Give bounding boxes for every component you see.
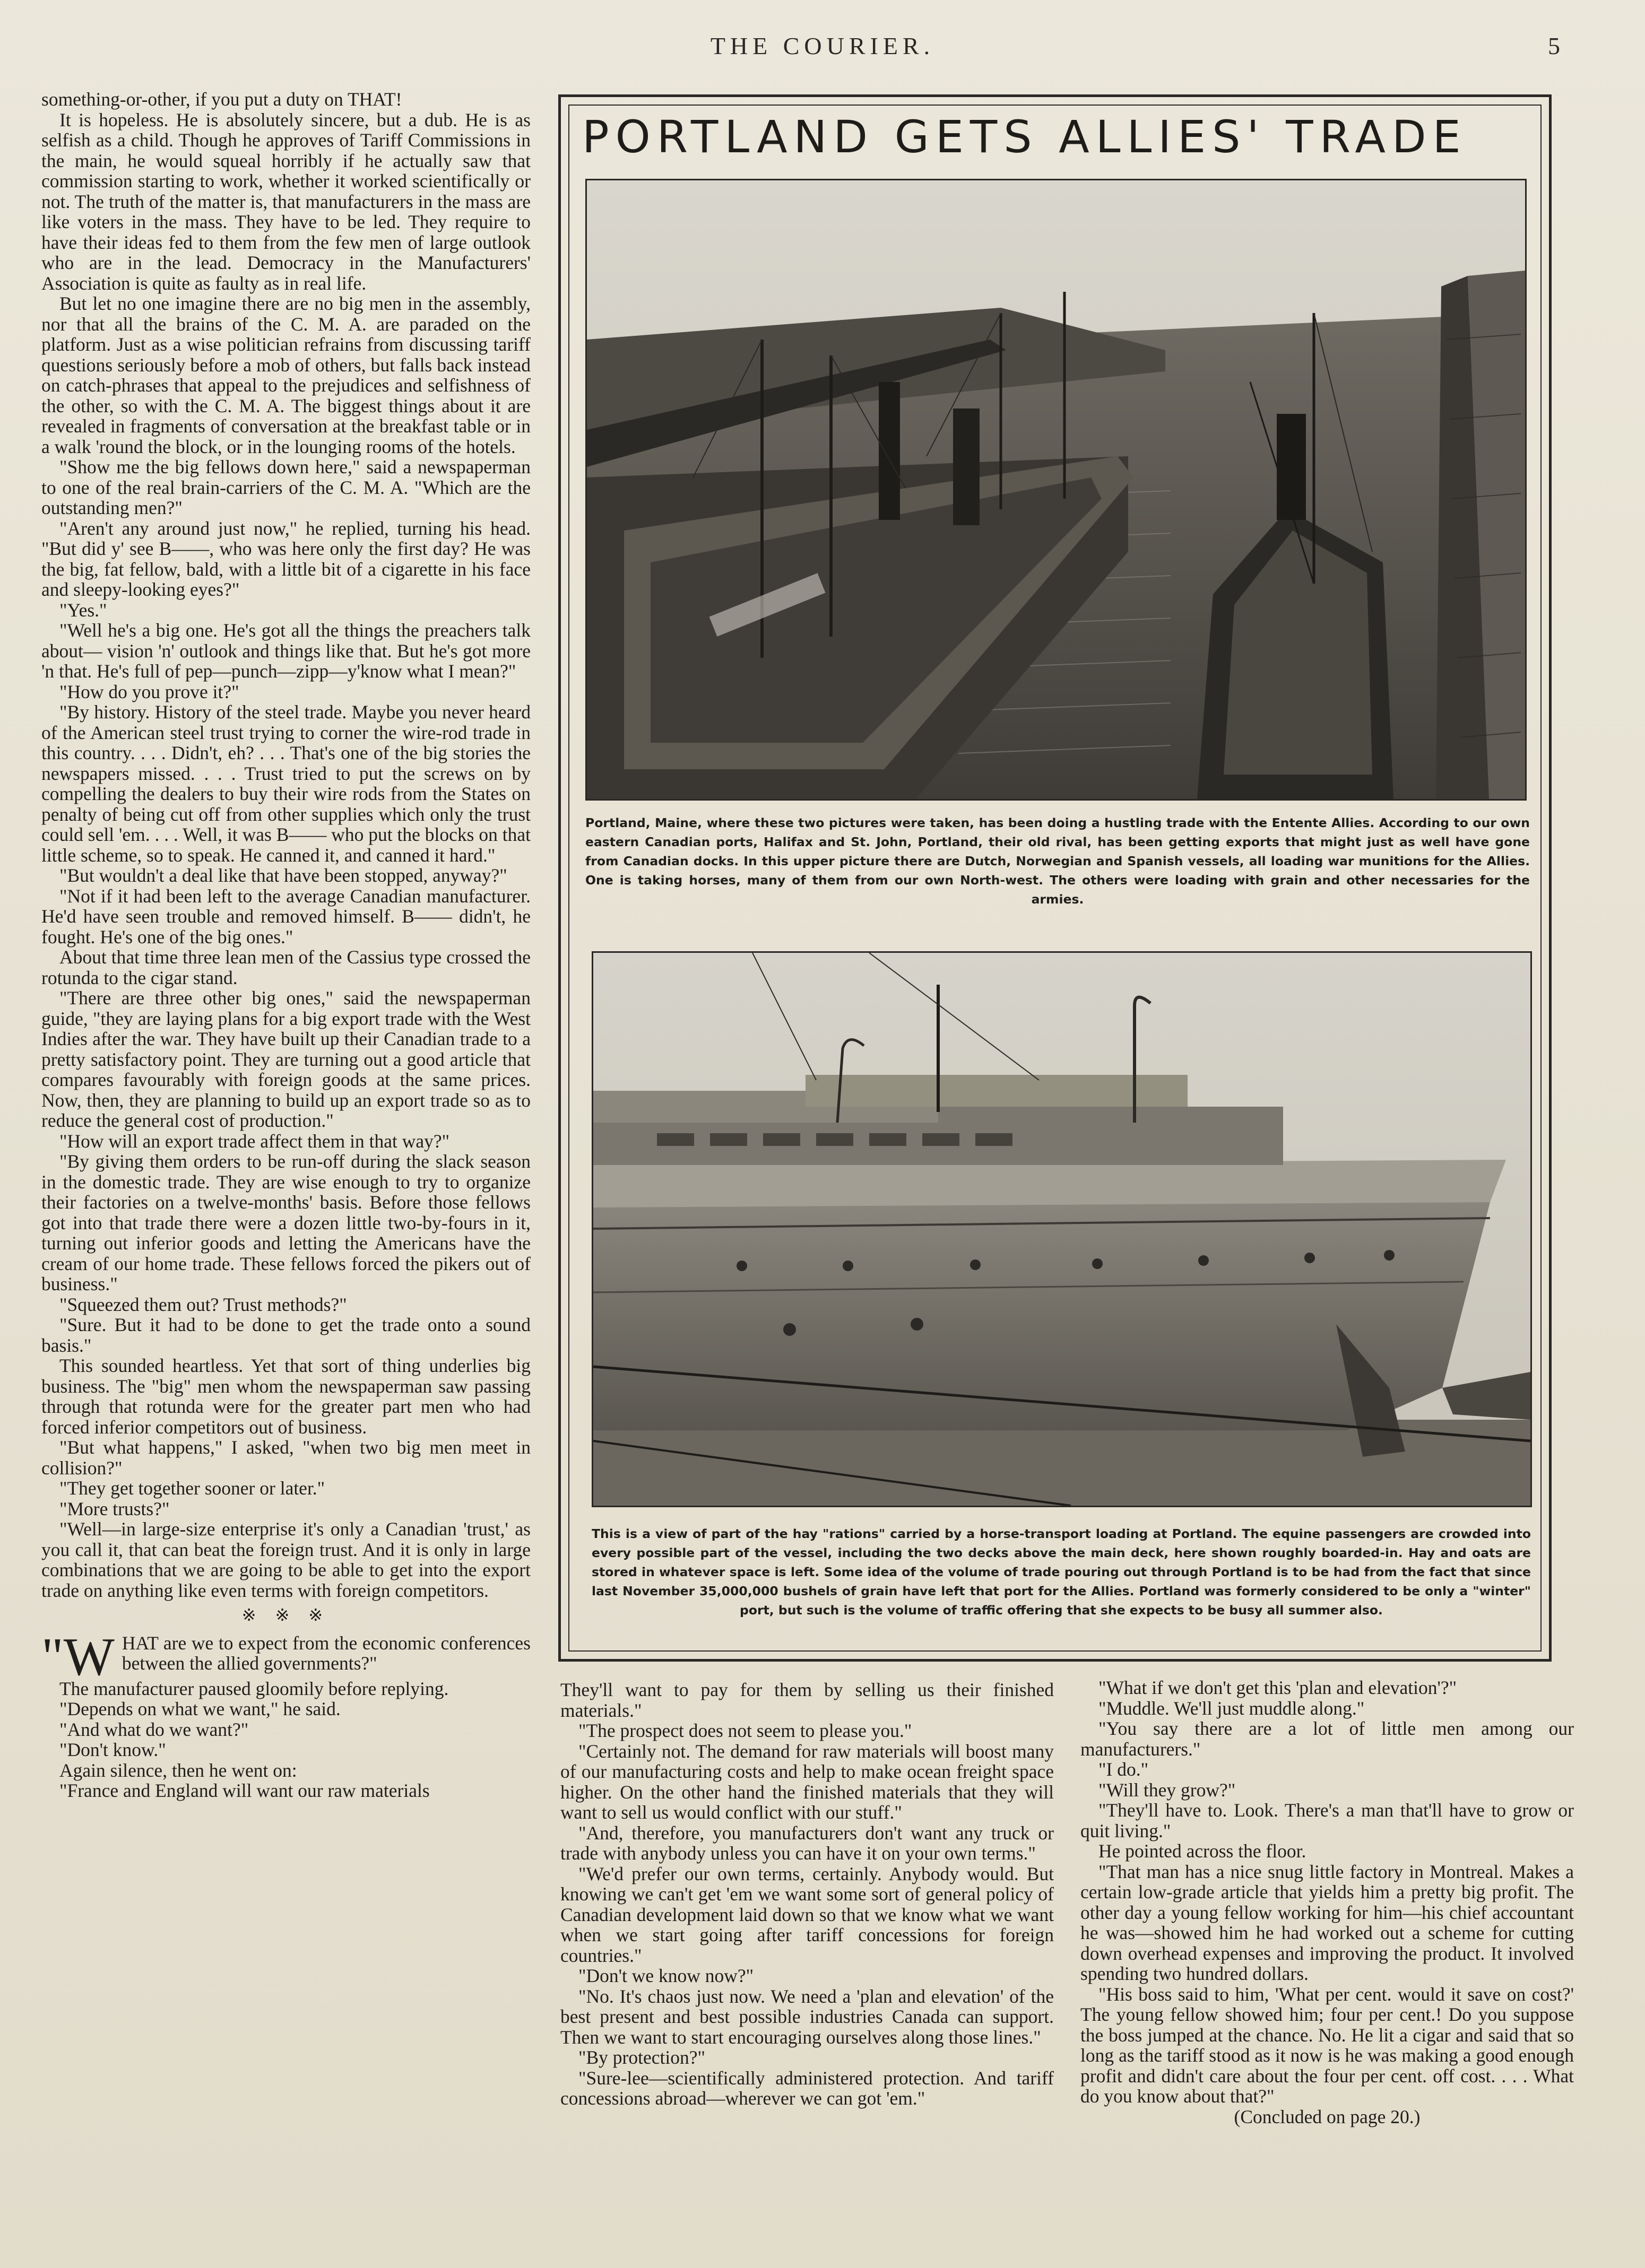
paragraph: "France and England will want our raw materials	[59, 1780, 430, 1801]
continued-notice: (Concluded on page 20.)	[1234, 2106, 1421, 2127]
paragraph: "And, therefore, you manufacturers don't want any truck or trade with anybody unless you can have it on your own terms."	[560, 1822, 1054, 1864]
paragraph: "Show me the big fellows down here," said a newspaperman to one of the real brain-carriers of the C. M. A. "Which are the outstanding men?"	[41, 456, 531, 518]
paragraph: "More trusts?"	[59, 1498, 170, 1519]
paragraph: "By history. History of the steel trade. Maybe you never heard of the American steel trust trying to corner the wire-rod trade in this country. . . . Didn't, eh? . . . That's one of the big stories the newspapers missed. . . . Trust tried to put the screws on by compelling the dealers to buy their wire rods from the States on penalty of being cut off from other supplies which only the trust could sell 'em. . . . Well, it was B—— who put the blocks on that little scheme, so to speak. He canned it, and canned it hard."	[41, 701, 531, 866]
section-break: ※ ※ ※	[241, 1605, 331, 1624]
paragraph: "How do you prove it?"	[59, 681, 239, 702]
paragraph: "His boss said to him, 'What per cent. would it save on cost?' The young fellow showed him; four per cent.! Do you suppose the boss jumped at the chance. No. He lit a cigar and said that so long as the tariff stood as it now is he was making a good enough profit and didn't care about the four per cent. off cost. . . . What do you know about that?"	[1080, 1983, 1574, 2107]
paragraph: About that time three lean men of the Cassius type crossed the rotunda to the cigar stand.	[41, 946, 531, 988]
paragraph: "Depends on what we want," he said.	[59, 1698, 341, 1719]
publication-header: THE COURIER.	[710, 32, 935, 59]
paragraph: "They'll have to. Look. There's a man that'll have to grow or quit living."	[1080, 1800, 1574, 1841]
right-column	[1080, 1678, 1574, 2127]
paragraph: "That man has a nice snug little factory in Montreal. Makes a certain low-grade article that yields him a pretty big profit. The other day a young fellow working for him—his chief accountant he was—showed him he had worked out a scheme for cutting down overhead expenses and improving the product. It involved spending two hundred dollars.	[1080, 1861, 1574, 1984]
dropcap-text: HAT are we to expect from the economic conferences between the allied governments?"	[122, 1632, 531, 1674]
paragraph: "Not if it had been left to the average Canadian manufacturer. He'd have seen trouble and removed himself. B—— didn't, he fought. He's one of the big ones."	[41, 885, 531, 948]
paragraph: "But wouldn't a deal like that have been stopped, anyway?"	[59, 865, 507, 886]
paragraph: "Will they grow?"	[1098, 1779, 1236, 1801]
paragraph: "There are three other big ones," said the newspaperman guide, "they are laying plans for a big export trade with the West Indies after the war. They have built up their Canadian trade to a pretty satisfactory point. They are turning out a good article that compares favourably with foreign goods at the same prices. Now, then, they are planning to build up an export trade so as to reduce the general cost of production."	[41, 987, 531, 1131]
paragraph: "Sure. But it had to be done to get the trade onto a sound basis."	[41, 1314, 531, 1356]
paragraph: But let no one imagine there are no big men in the assembly, nor that all the brains of the C. M. A. are paraded on the platform. Just as a wise politician refrains from discussing tariff questions seriously before a mob of others, but falls back instead on catch-phrases that appeal to the prejudices and selfishness of the other, so with the C. M. A. The biggest things about it are revealed in fragments of conversation at the breakfast table or in a walk 'round the block, or in the lounging rooms of the hotels.	[41, 293, 531, 457]
paragraph: He pointed across the floor.	[1098, 1840, 1306, 1862]
paragraph: "By protection?"	[578, 2047, 705, 2068]
paragraph: "No. It's chaos just now. We need a 'plan and elevation' of the best present and best possible industries Canada can support. Then we want to start encouraging ourselves along those lines."	[560, 1985, 1054, 2048]
dropcap-letter: "W	[41, 1627, 115, 1687]
paragraph: "We'd prefer our own terms, certainly. Anybody would. But knowing we can't get 'em we want some sort of general policy of Canadian development laid down so that we know what we want when we start going after tariff concessions for foreign countries."	[560, 1863, 1054, 1966]
dropcap-paragraph	[41, 1627, 531, 1687]
photo-bottom-caption: This is a view of part of the hay "rations" carried by a horse-transport loading at Portland. The equine passengers are crowded into every possible part of the vessel, including the two decks above the main deck, here shown roughly boarded-in. Hay and oats are stored in whatever space is left. Some idea of the volume of trade pouring out through Portland is to be had from the fact that since last November 35,000,000 bushels of grain have left that port for the Allies. Portland was formerly considered to be only a "winter" port, but such is the volume of traffic offering that she expects to be busy all summer also.	[592, 1526, 1531, 1618]
paragraph: "Squeezed them out? Trust methods?"	[59, 1293, 347, 1315]
paragraph: "Don't we know now?"	[578, 1965, 754, 1986]
photo-ships-at-docks	[585, 179, 1527, 801]
paragraph: "Well—in large-size enterprise it's only a Canadian 'trust,' as you call it, that can beat the foreign trust. And it is only in large combinations that we are going to be able to get into the export trade on anything like even terms with foreign competitors.	[41, 1518, 531, 1601]
paragraph: "By giving them orders to be run-off during the slack season in the domestic trade. They are wise enough to try to organize their factories on a twelve-months' basis. Before those fellows got into that trade there were a dozen little two-by-fours in it, turning out inferior goods and letting the Americans have the cream of our home trade. These fellows forced the pikers out of business."	[41, 1151, 531, 1294]
ships-docks-illustration	[587, 180, 1525, 799]
paragraph: It is hopeless. He is absolutely sincere, but a dub. He is as selfish as a child. Though he approves of Tariff Commissions in the main, he would squeal horribly if he actually saw that commission starting to work, whether it worked scientifically or not. The truth of the matter is, that manufacturers in the mass are like voters in the mass. They have to be led. They require to have their ideas fed to them from the few men of large outlook who are in the lead. Democracy in the Manufacturers' Association is quite as faulty as in real life.	[41, 109, 531, 294]
paragraph: "Well he's a big one. He's got all the things the preachers talk about— vision 'n' outlook and things like that. But he's got more 'n that. He's full of pep—punch—zipp—y'know what I mean?"	[41, 620, 531, 682]
paragraph: "I do."	[1098, 1759, 1149, 1780]
paragraph: This sounded heartless. Yet that sort of thing underlies big business. The "big" men whom the newspaperman saw passing through that rotunda were for the greater part men who had forced inferior competitors out of business.	[41, 1355, 531, 1438]
photo-top-caption: Portland, Maine, where these two pictures were taken, has been doing a hustling trade with the Entente Allies. According to our own eastern Canadian ports, Halifax and St. John, Portland, their old rival, has been getting exports that might just as well have gone from Canadian docks. In this upper picture there are Dutch, Norwegian and Spanish vessels, all loading war munitions for the Allies. One is taking horses, many of them from our own North-west. The others were loading with grain and other necessaries for the armies.	[585, 815, 1530, 907]
paragraph: "How will an export trade affect them in that way?"	[59, 1130, 450, 1152]
paragraph: "They get together sooner or later."	[59, 1478, 325, 1499]
paragraph: Again silence, then he went on:	[59, 1759, 297, 1781]
paragraph: "Muddle. We'll just muddle along."	[1098, 1697, 1365, 1719]
paragraph: "What if we don't get this 'plan and elevation'?"	[1098, 1677, 1457, 1698]
paragraph: "Certainly not. The demand for raw materials will boost many of our manufacturing costs and help to make ocean freight space higher. On the other hand the finished materials that they will want to sell us would conflict with our stuff."	[560, 1740, 1054, 1823]
paragraph: "Sure-lee—scientifically administered protection. And tariff concessions abroad—wherever we can got 'em."	[560, 2067, 1054, 2109]
paragraph: "Don't know."	[59, 1739, 166, 1760]
feature-title: PORTLAND GETS ALLIES' TRADE	[582, 111, 1467, 163]
paragraph: something-or-other, if you put a duty on THAT!	[41, 89, 402, 110]
middle-column	[560, 1680, 1054, 2109]
paragraph: "Aren't any around just now," he replied, turning his head. "But did y' see B——, who was here only the first day? He was the big, fat fellow, bald, with a little bit of a cigarette in his face and sleepy-looking eyes?"	[41, 517, 531, 600]
feature-box	[558, 94, 1552, 1662]
paragraph: "The prospect does not seem to please you."	[578, 1720, 912, 1741]
left-column	[41, 89, 531, 1801]
paragraph: The manufacturer paused gloomily before replying.	[59, 1678, 449, 1699]
paragraph: "You say there are a lot of little men among our manufacturers."	[1080, 1718, 1574, 1760]
horse-transport-illustration	[593, 953, 1530, 1506]
page-number: 5	[1548, 32, 1560, 59]
paragraph: "Yes."	[59, 599, 107, 621]
paragraph: They'll want to pay for them by selling us their finished materials."	[560, 1679, 1054, 1721]
photo-horse-transport	[592, 951, 1532, 1507]
paragraph: "And what do we want?"	[59, 1718, 249, 1740]
paragraph: "But what happens," I asked, "when two big men meet in collision?"	[41, 1437, 531, 1479]
